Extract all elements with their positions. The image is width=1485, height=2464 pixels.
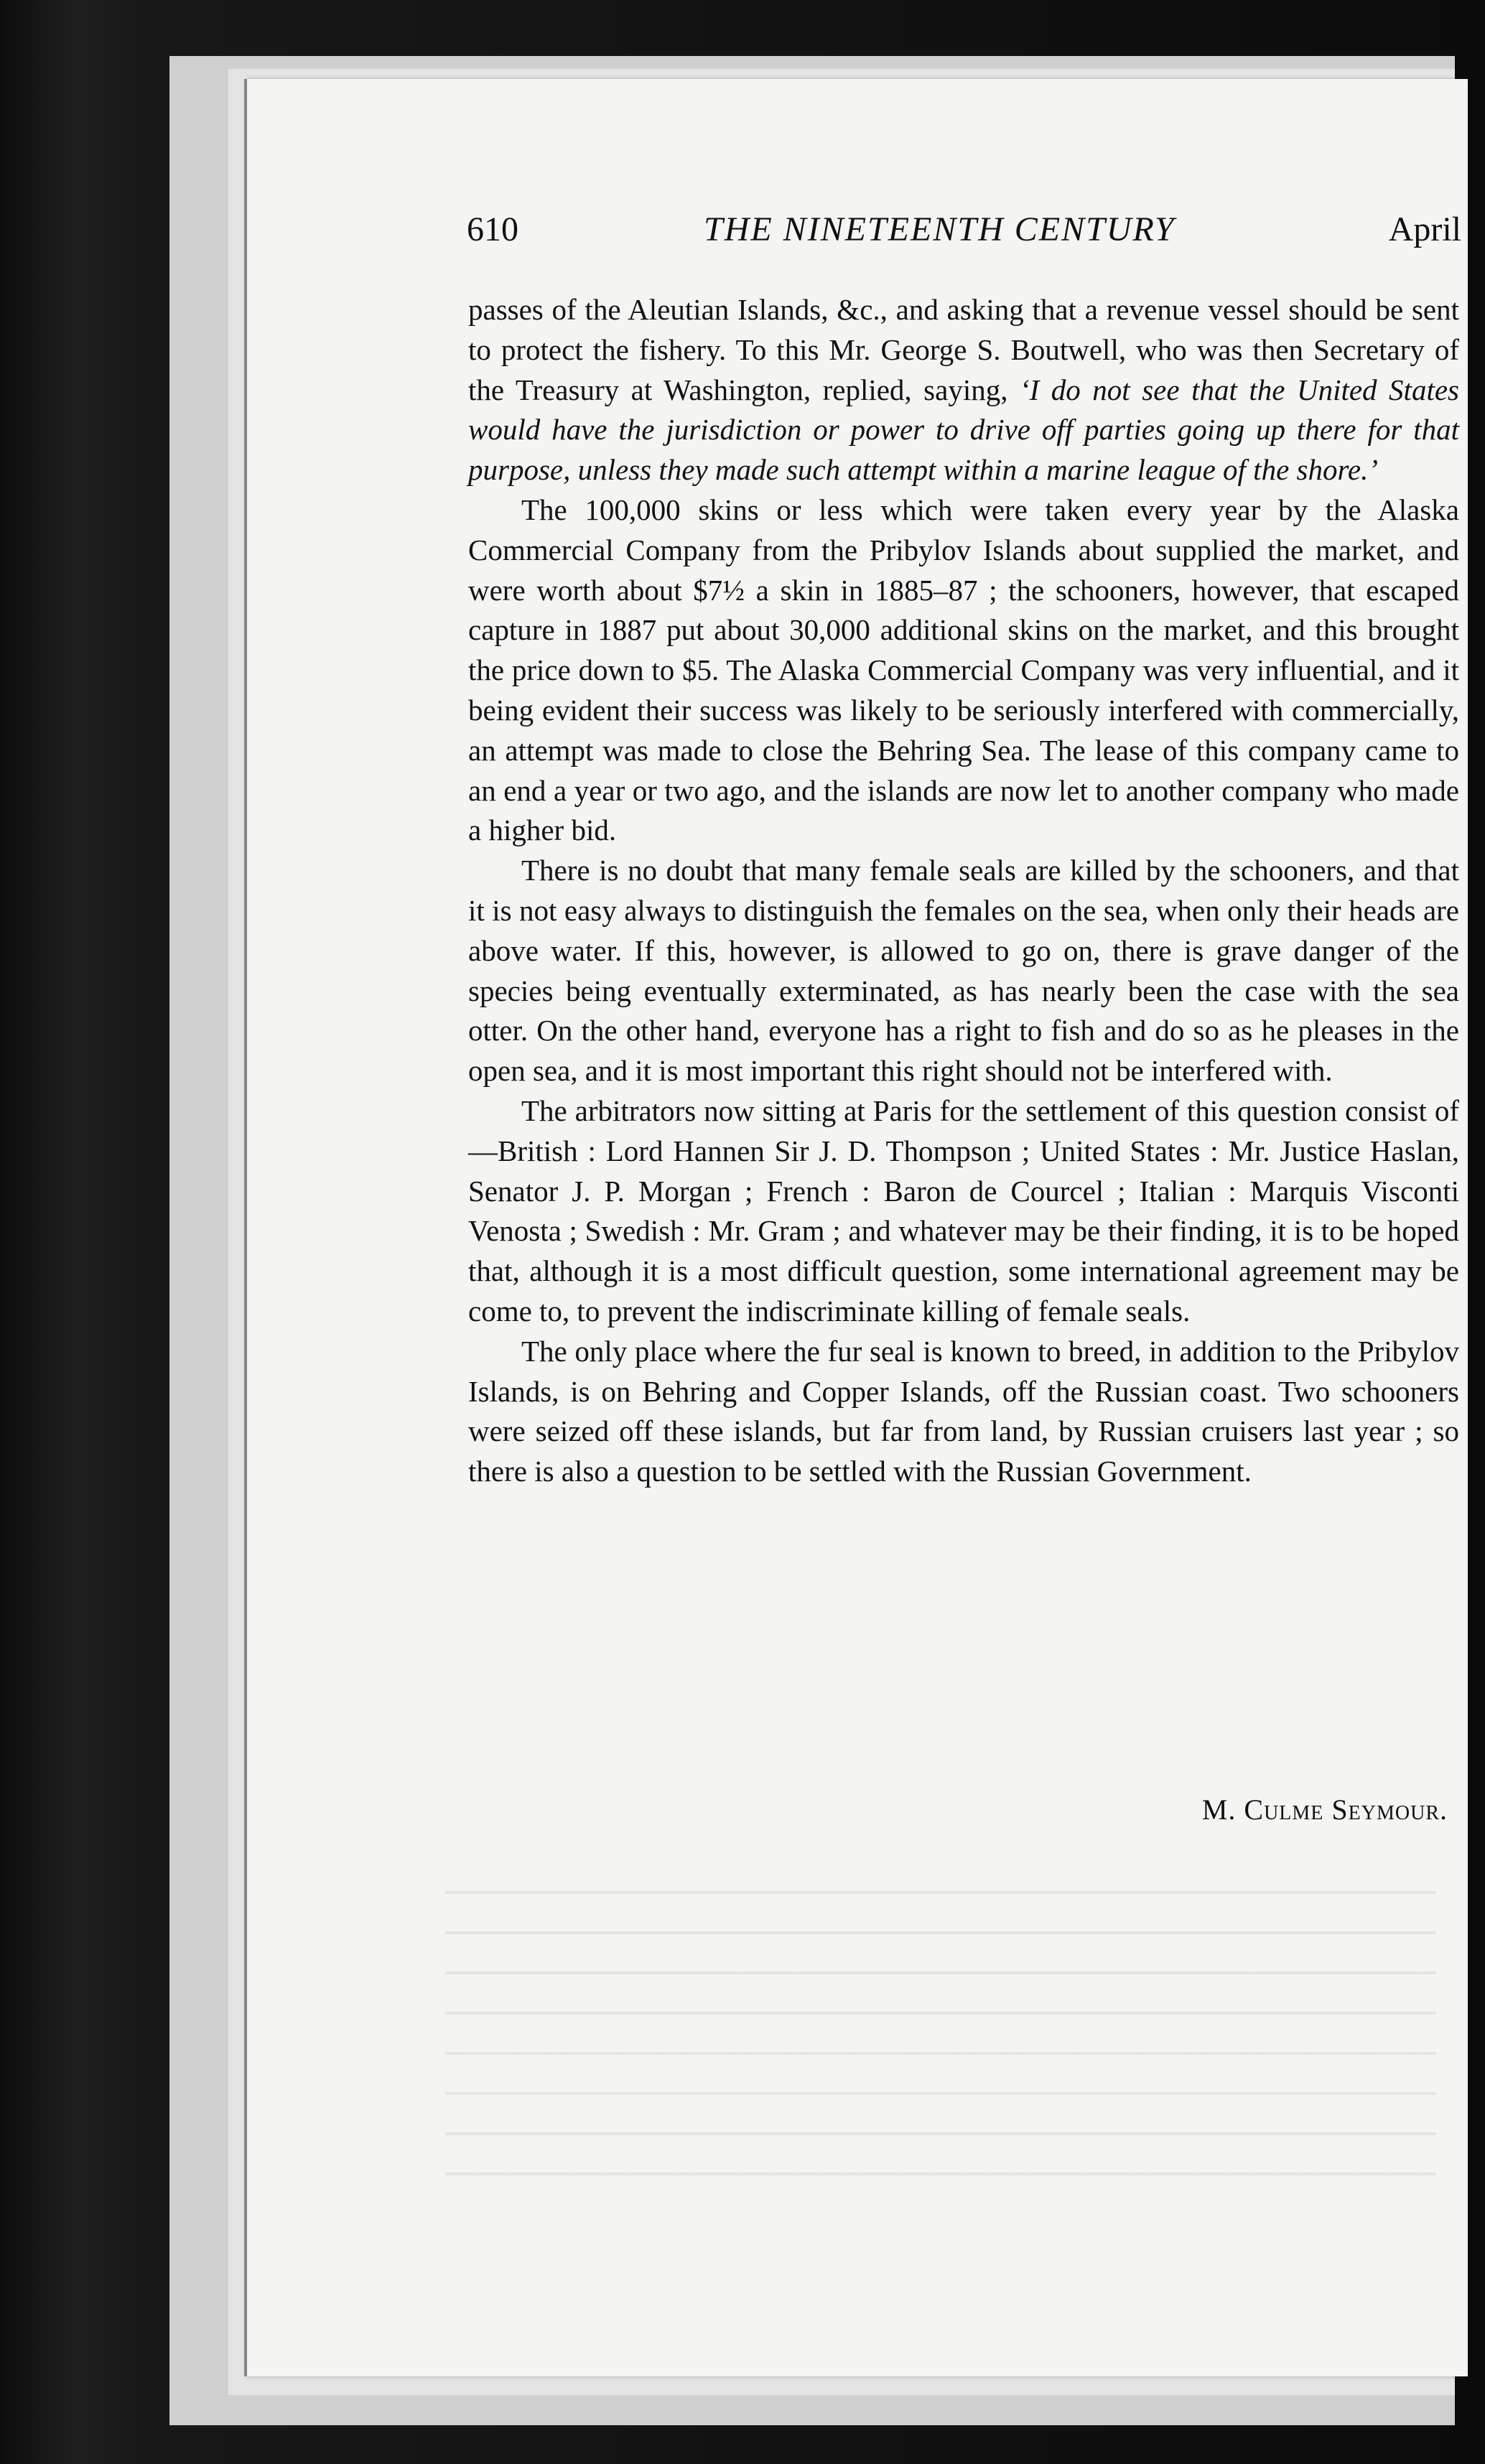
paragraph-1-text: passes of the Aleutian Islands, &c., and asking that a revenue vessel should be sent to protect the fishery. To this Mr. George S. Boutwell, who was then Secretary of the Treasury at Washington, replied, saying, <box>468 293 1459 406</box>
reverse-side-bleed-through <box>445 1867 1436 2183</box>
paragraph-3: There is no doubt that many female seals are killed by the schooners, and that it is not easy always to distinguish the females on the sea, when only their heads are above water. If this, however, is allowed to go on, there is grave danger of the species being eventually exterminated, as has nearly been the case with the sea otter. On the other hand, everyone has a right to fish and do so as he pleases in the open sea, and it is most important this right should not be interfered with. <box>468 854 1459 1088</box>
paragraph-4: The arbitrators now sitting at Paris for the settlement of this question consist of—British : Lord Hannen Sir J. D. Thompson ; United States : Mr. Justice Haslan, Senator J. P. Morgan ; French : Baron de Courcel ; Italian : Marquis Visconti Venosta ; Swedish : Mr. Gram ; and whatever may be their finding, it is to be hoped that, although it is a most difficult question, some international agreement may be come to, to prevent the indiscriminate killing of female seals. <box>468 1093 1459 1327</box>
boutwell-quote: ‘I do not see that the United States would have the jurisdiction or power to drive off parties going up there for that purpose, unless they made such attempt within a marine league of the shore.’ <box>468 373 1459 487</box>
page-number: 610 <box>467 210 518 248</box>
article-body <box>468 290 1459 1492</box>
paragraph-5: The only place where the fur seal is known to breed, in addition to the Pribylov Islands, is on Behring and Copper Islands, off the Russian coast. Two schooners were seized off these islands, but far from land, by Russian cruisers last year ; so there is also a question to be settled with the Russian Government. <box>468 1334 1459 1488</box>
paragraph-1 <box>468 290 1459 490</box>
header-month: April <box>1388 210 1461 248</box>
running-header <box>467 210 1461 260</box>
author-signature: M. Culme Seymour. <box>1201 1793 1448 1826</box>
journal-title: THE NINETEENTH CENTURY <box>704 210 1176 248</box>
paragraph-2: The 100,000 skins or less which were taken every year by the Alaska Commercial Company from the Pribylov Islands about supplied the market, and were worth about $7½ a skin in 1885–87 ; the schooners, however, that escaped capture in 1887 put about 30,000 additional skins on the market, and this brought the price down to $5. The Alaska Commercial Company was very influential, and it being evident their success was likely to be seriously interfered with commercially, an attempt was made to close the Behring Sea. The lease of this company came to an end a year or two ago, and the islands are now let to another company who made a higher bid. <box>468 493 1459 847</box>
